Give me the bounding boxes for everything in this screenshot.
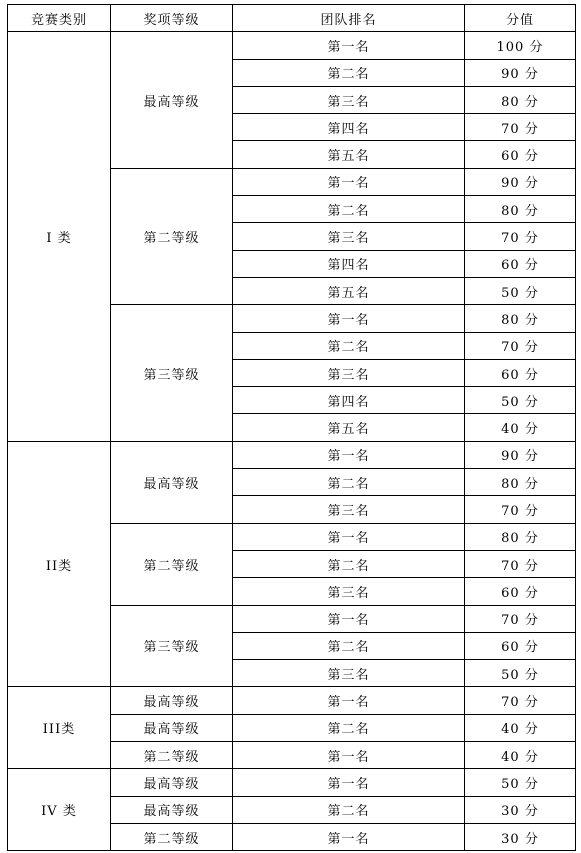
rank-cell: 第一名 — [233, 168, 465, 195]
rank-cell: 第五名 — [233, 414, 465, 441]
score-cell: 60 分 — [465, 141, 576, 168]
score-cell: 60 分 — [465, 578, 576, 605]
rank-cell: 第三名 — [233, 578, 465, 605]
table-row — [8, 32, 576, 59]
level-cell: 第三等级 — [111, 605, 233, 687]
rank-cell: 第三名 — [233, 359, 465, 386]
rank-cell: 第二名 — [233, 632, 465, 659]
level-cell: 第二等级 — [111, 168, 233, 304]
rank-cell: 第三名 — [233, 660, 465, 687]
score-cell: 70 分 — [465, 605, 576, 632]
level-cell: 最高等级 — [111, 714, 233, 741]
rank-cell: 第三名 — [233, 86, 465, 113]
rank-cell: 第二名 — [233, 796, 465, 823]
score-cell: 90 分 — [465, 168, 576, 195]
table-row — [8, 441, 576, 468]
category-cell: III类 — [8, 687, 111, 769]
rank-cell: 第四名 — [233, 250, 465, 277]
score-cell: 80 分 — [465, 305, 576, 332]
score-cell: 50 分 — [465, 387, 576, 414]
rank-cell: 第二名 — [233, 469, 465, 496]
score-cell: 70 分 — [465, 332, 576, 359]
score-cell: 50 分 — [465, 769, 576, 796]
rank-cell: 第二名 — [233, 59, 465, 86]
rank-cell: 第五名 — [233, 141, 465, 168]
table-row — [8, 687, 576, 714]
level-cell: 最高等级 — [111, 796, 233, 823]
rank-cell: 第一名 — [233, 742, 465, 769]
header-level: 奖项等级 — [111, 5, 233, 32]
rank-cell: 第二名 — [233, 714, 465, 741]
rank-cell: 第一名 — [233, 32, 465, 59]
rank-cell: 第一名 — [233, 523, 465, 550]
level-cell: 第二等级 — [111, 523, 233, 605]
score-cell: 100 分 — [465, 32, 576, 59]
score-cell: 40 分 — [465, 742, 576, 769]
rank-cell: 第一名 — [233, 823, 465, 850]
header-row — [8, 5, 576, 32]
category-cell: II类 — [8, 441, 111, 687]
level-cell: 最高等级 — [111, 687, 233, 714]
level-cell: 第二等级 — [111, 742, 233, 769]
score-cell: 80 分 — [465, 523, 576, 550]
level-cell: 最高等级 — [111, 32, 233, 168]
rank-cell: 第一名 — [233, 687, 465, 714]
rank-cell: 第三名 — [233, 496, 465, 523]
score-cell: 30 分 — [465, 796, 576, 823]
score-cell: 30 分 — [465, 823, 576, 850]
rank-cell: 第三名 — [233, 223, 465, 250]
header-rank: 团队排名 — [233, 5, 465, 32]
level-cell: 最高等级 — [111, 769, 233, 796]
score-cell: 60 分 — [465, 250, 576, 277]
rank-cell: 第一名 — [233, 769, 465, 796]
score-cell: 70 分 — [465, 496, 576, 523]
score-table — [7, 4, 576, 851]
rank-cell: 第一名 — [233, 305, 465, 332]
score-cell: 70 分 — [465, 550, 576, 577]
score-cell: 40 分 — [465, 714, 576, 741]
rank-cell: 第二名 — [233, 550, 465, 577]
rank-cell: 第四名 — [233, 114, 465, 141]
level-cell: 第二等级 — [111, 823, 233, 850]
rank-cell: 第四名 — [233, 387, 465, 414]
score-cell: 60 分 — [465, 359, 576, 386]
score-cell: 90 分 — [465, 59, 576, 86]
score-cell: 80 分 — [465, 469, 576, 496]
level-cell: 第三等级 — [111, 305, 233, 441]
score-cell: 70 分 — [465, 223, 576, 250]
rank-cell: 第二名 — [233, 332, 465, 359]
category-cell: I 类 — [8, 32, 111, 441]
score-cell: 80 分 — [465, 196, 576, 223]
table-row — [8, 769, 576, 796]
header-category: 竞赛类别 — [8, 5, 111, 32]
rank-cell: 第一名 — [233, 605, 465, 632]
table-body — [8, 32, 576, 851]
score-cell: 70 分 — [465, 114, 576, 141]
header-score: 分值 — [465, 5, 576, 32]
score-cell: 90 分 — [465, 441, 576, 468]
rank-cell: 第一名 — [233, 441, 465, 468]
rank-cell: 第五名 — [233, 277, 465, 304]
score-cell: 50 分 — [465, 660, 576, 687]
score-cell: 60 分 — [465, 632, 576, 659]
rank-cell: 第二名 — [233, 196, 465, 223]
score-cell: 80 分 — [465, 86, 576, 113]
category-cell: IV 类 — [8, 769, 111, 851]
score-cell: 70 分 — [465, 687, 576, 714]
score-cell: 50 分 — [465, 277, 576, 304]
level-cell: 最高等级 — [111, 441, 233, 523]
score-cell: 40 分 — [465, 414, 576, 441]
